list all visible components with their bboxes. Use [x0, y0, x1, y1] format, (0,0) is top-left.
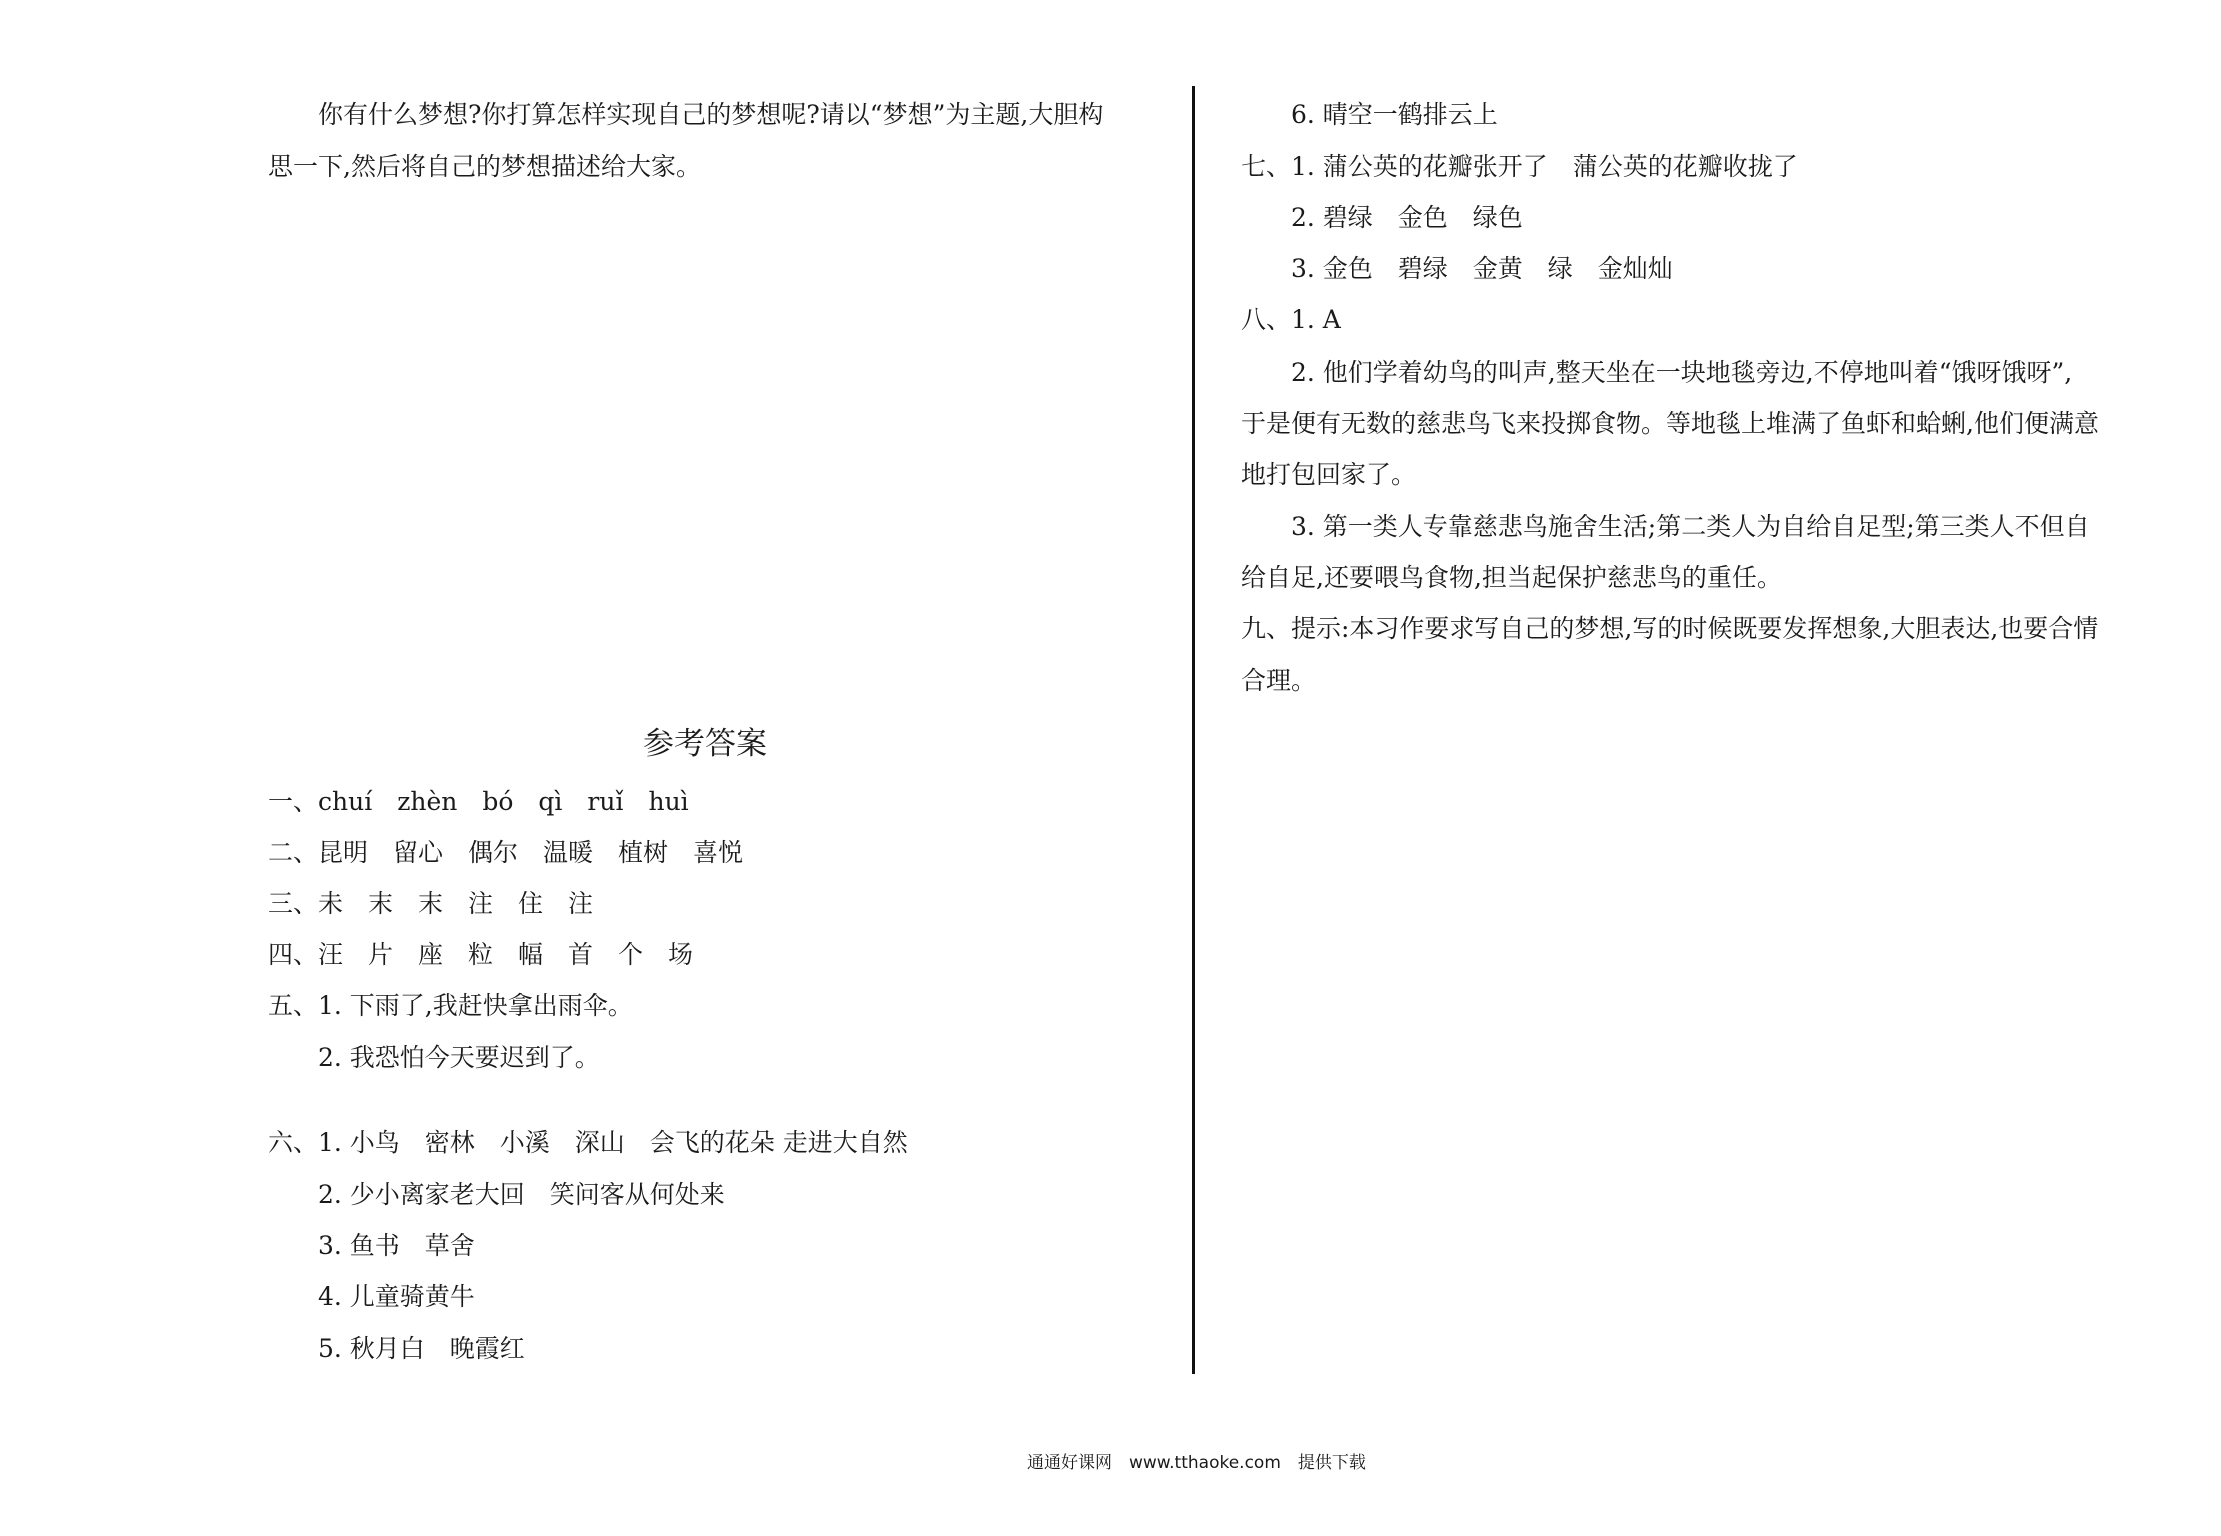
answer-8-3-line-1: 3. 第一类人专靠慈悲鸟施舍生活;第二类人为自给自足型;第三类人不但自	[1291, 512, 2090, 541]
answer-6-6: 6. 晴空一鹤排云上	[1291, 100, 1498, 129]
answer-8-2-line-3: 地打包回家了。	[1241, 460, 1417, 489]
answer-1: 一、chuí zhèn bó qì ruǐ huì	[268, 787, 689, 816]
answer-9-line-2: 合理。	[1241, 666, 1317, 695]
answer-8-1: 八、1. A	[1241, 305, 1341, 334]
prompt-line-2: 思一下,然后将自己的梦想描述给大家。	[268, 152, 701, 181]
answer-9-line-1: 九、提示:本习作要求写自己的梦想,写的时候既要发挥想象,大胆表达,也要合情	[1241, 614, 2099, 643]
answer-6-4: 4. 儿童骑黄牛	[318, 1282, 475, 1311]
prompt-line-1: 你有什么梦想?你打算怎样实现自己的梦想呢?请以“梦想”为主题,大胆构	[318, 100, 1104, 129]
answer-5-1: 五、1. 下雨了,我赶快拿出雨伞。	[268, 991, 633, 1020]
answer-title: 参考答案	[643, 726, 767, 762]
answer-3: 三、未 末 末 注 住 注	[268, 889, 594, 918]
answer-8-3-line-2: 给自足,还要喂鸟食物,担当起保护慈悲鸟的重任。	[1241, 563, 1782, 592]
answer-6-3: 3. 鱼书 草舍	[318, 1231, 475, 1260]
answer-5-2: 2. 我恐怕今天要迟到了。	[318, 1043, 600, 1072]
answer-8-2-line-1: 2. 他们学着幼鸟的叫声,整天坐在一块地毯旁边,不停地叫着“饿呀饿呀”,	[1291, 358, 2073, 387]
answer-7-2: 2. 碧绿 金色 绿色	[1291, 203, 1523, 232]
footer-source: 通通好课网 www.tthaoke.com 提供下载	[1027, 1453, 1366, 1473]
answer-2: 二、昆明 留心 偶尔 温暖 植树 喜悦	[268, 838, 744, 867]
answer-6-2: 2. 少小离家老大回 笑问客从何处来	[318, 1180, 725, 1209]
column-divider	[1192, 86, 1195, 1374]
answer-8-2-line-2: 于是便有无数的慈悲鸟飞来投掷食物。等地毯上堆满了鱼虾和蛤蜊,他们便满意	[1241, 409, 2099, 438]
answer-7-1: 七、1. 蒲公英的花瓣张开了 蒲公英的花瓣收拢了	[1241, 152, 1798, 181]
answer-7-3: 3. 金色 碧绿 金黄 绿 金灿灿	[1291, 254, 1673, 283]
answer-6-1: 六、1. 小鸟 密林 小溪 深山 会飞的花朵 走进大自然	[268, 1128, 908, 1157]
answer-4: 四、汪 片 座 粒 幅 首 个 场	[268, 940, 694, 969]
answer-6-5: 5. 秋月白 晚霞红	[318, 1334, 525, 1363]
